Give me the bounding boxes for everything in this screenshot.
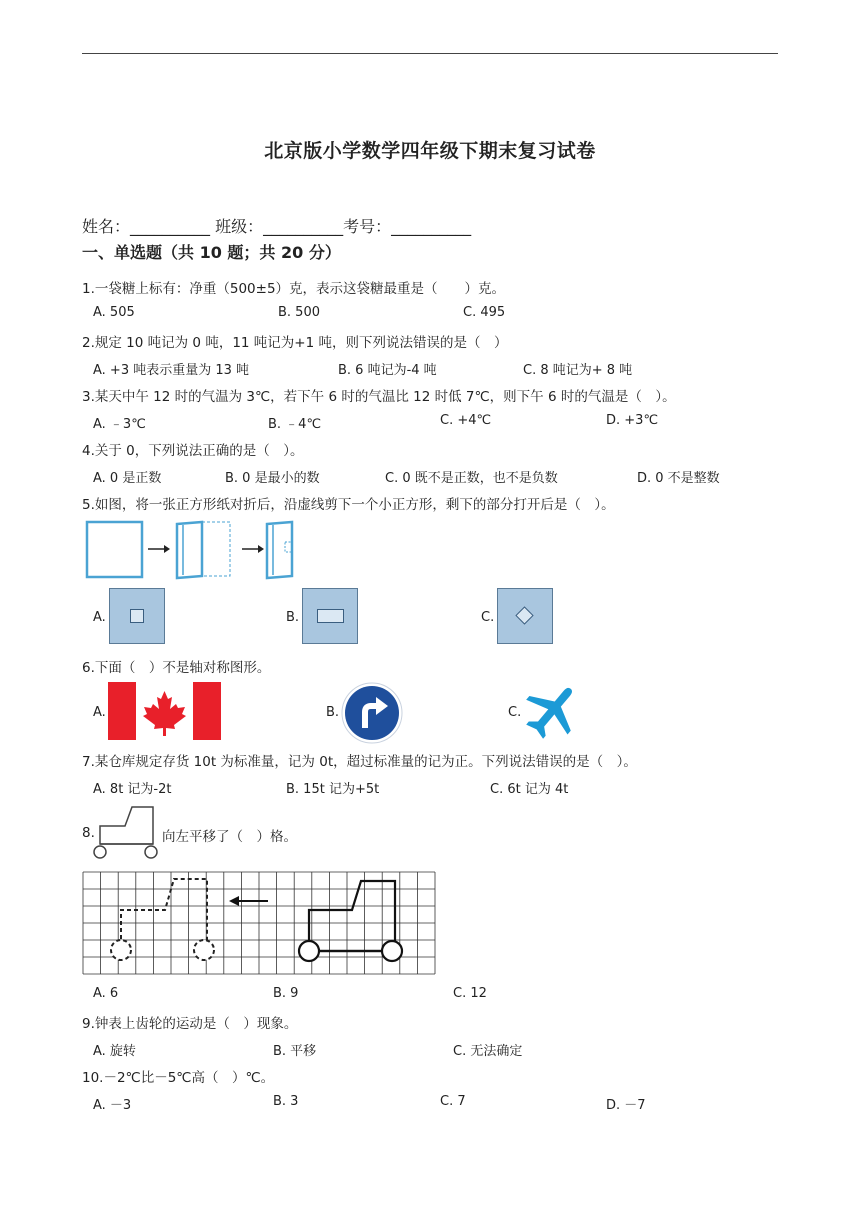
q4-option-a[interactable]: A. 0 是正数 xyxy=(93,471,162,486)
header-rule xyxy=(82,53,778,54)
turn-right-sign-icon[interactable] xyxy=(341,682,403,744)
q1-option-a[interactable]: A. 505 xyxy=(93,305,135,320)
truck-figure xyxy=(92,804,160,862)
question-9: 9.钟表上齿轮的运动是（ ）现象。 xyxy=(82,1016,298,1032)
section-heading: 一、单选题（共 10 题；共 20 分） xyxy=(82,243,341,262)
q10-option-b[interactable]: B. 3 xyxy=(273,1094,299,1109)
q2-option-a[interactable]: A. +3 吨表示重量为 13 吨 xyxy=(93,363,250,378)
question-6: 6.下面（ ）不是轴对称图形。 xyxy=(82,660,271,676)
q4-option-d[interactable]: D. 0 不是整数 xyxy=(637,471,720,486)
q7-option-b[interactable]: B. 15t 记为+5t xyxy=(286,782,380,797)
canada-flag-icon[interactable] xyxy=(108,682,221,740)
question-5: 5.如图，将一张正方形纸对折后，沿虚线剪下一个小正方形，剩下的部分打开后是（ ）。 xyxy=(82,497,615,513)
q9-option-c[interactable]: C. 无法确定 xyxy=(453,1044,523,1059)
q3-option-d[interactable]: D. +3℃ xyxy=(606,413,659,428)
question-8: 向左平移了（ ）格。 xyxy=(162,829,297,845)
question-7: 7.某仓库规定存货 10t 为标准量，记为 0t，超过标准量的记为正。下列说法错误的是（ ）。 xyxy=(82,754,637,770)
page-title: 北京版小学数学四年级下期末复习试卷 xyxy=(264,140,596,162)
q4-option-c[interactable]: C. 0 既不是正数，也不是负数 xyxy=(385,471,558,486)
question-3: 3.某天中午 12 时的气温为 3℃，若下午 6 时的气温比 12 时低 7℃，则下午 6 时的气温是（ ）。 xyxy=(82,389,676,405)
question-8-number: 8. xyxy=(82,825,95,841)
q2-option-c[interactable]: C. 8 吨记为+ 8 吨 xyxy=(523,363,633,378)
q5-option-c-label[interactable]: C. xyxy=(481,610,495,625)
q6-option-a-label[interactable]: A. xyxy=(93,705,106,720)
q5-option-c-figure[interactable] xyxy=(497,588,553,644)
q2-option-b[interactable]: B. 6 吨记为-4 吨 xyxy=(338,363,437,378)
q10-option-d[interactable]: D. －7 xyxy=(606,1098,646,1113)
q7-option-c[interactable]: C. 6t 记为 4t xyxy=(490,782,569,797)
q5-option-b-figure[interactable] xyxy=(302,588,358,644)
q7-option-a[interactable]: A. 8t 记为-2t xyxy=(93,782,172,797)
question-1: 1.一袋糖上标有：净重（500±5）克，表示这袋糖最重是（ ）克。 xyxy=(82,281,506,297)
q8-option-c[interactable]: C. 12 xyxy=(453,986,487,1001)
q8-option-b[interactable]: B. 9 xyxy=(273,986,299,1001)
q5-option-a-label[interactable]: A. xyxy=(93,610,106,625)
paper-folding-illustration xyxy=(84,518,299,580)
question-4: 4.关于 0，下列说法正确的是（ ）。 xyxy=(82,443,304,459)
q1-option-c[interactable]: C. 495 xyxy=(463,305,506,320)
q9-option-b[interactable]: B. 平移 xyxy=(273,1044,317,1059)
q9-option-a[interactable]: A. 旋转 xyxy=(93,1044,136,1059)
q3-option-c[interactable]: C. +4℃ xyxy=(440,413,492,428)
question-2: 2.规定 10 吨记为 0 吨，11 吨记为+1 吨，则下列说法错误的是（ ） xyxy=(82,335,508,351)
q3-option-b[interactable]: B. ﹣4℃ xyxy=(268,417,322,432)
q6-option-b-label[interactable]: B. xyxy=(326,705,340,720)
q5-option-b-label[interactable]: B. xyxy=(286,610,300,625)
translation-grid-figure xyxy=(82,871,436,975)
q1-option-b[interactable]: B. 500 xyxy=(278,305,320,320)
q3-option-a[interactable]: A. ﹣3℃ xyxy=(93,417,146,432)
student-info-line: 姓名：__________ 班级：__________考号：__________ xyxy=(82,217,472,236)
q10-option-a[interactable]: A. －3 xyxy=(93,1098,132,1113)
question-10: 10.－2℃比－5℃高（ ）℃。 xyxy=(82,1070,275,1086)
q4-option-b[interactable]: B. 0 是最小的数 xyxy=(225,471,320,486)
q8-option-a[interactable]: A. 6 xyxy=(93,986,119,1001)
q6-option-c-label[interactable]: C. xyxy=(508,705,522,720)
airplane-icon[interactable] xyxy=(521,680,583,742)
q5-option-a-figure[interactable] xyxy=(109,588,165,644)
q10-option-c[interactable]: C. 7 xyxy=(440,1094,466,1109)
